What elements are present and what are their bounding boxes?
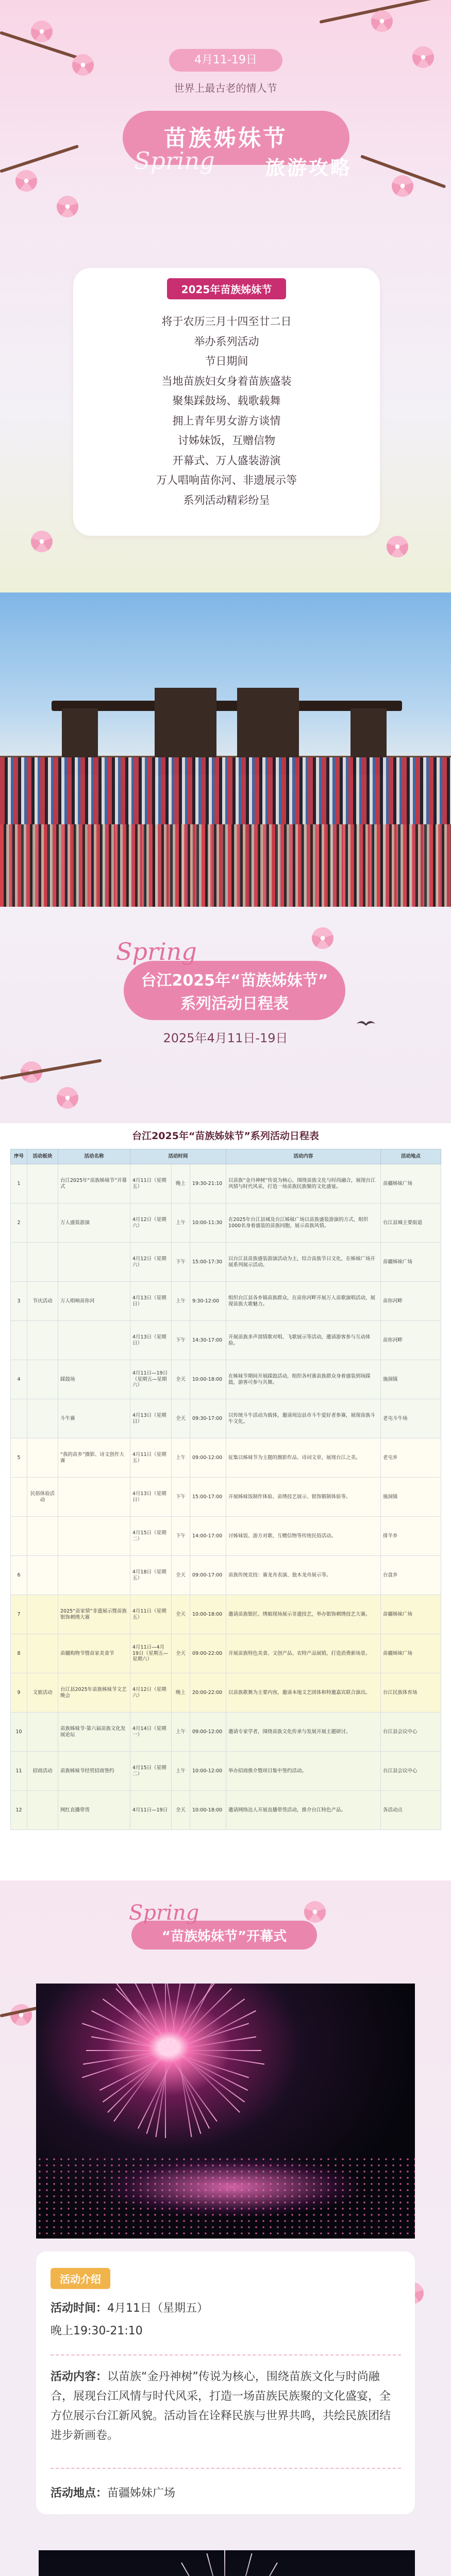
firework-ray: [227, 2553, 253, 2576]
row-date: 4月18日（星期五）: [130, 1556, 172, 1595]
blossom-branch: [0, 145, 79, 173]
row-name: 万人唱响苗你河: [58, 1282, 130, 1321]
time-row-2: 晚上19:30-21:10: [51, 2325, 143, 2337]
intro-line: 万人唱响苗你河、非遗展示等: [156, 474, 297, 486]
row-period: 全天: [172, 1634, 190, 1673]
row-place: 苗你河畔: [381, 1321, 441, 1360]
time-row: [51, 2298, 401, 2319]
row-content: 邀请网络达人开展直播带货活动，推介台江特色产品。: [226, 1791, 381, 1830]
row-time: 19:30-21:10: [190, 1164, 226, 1204]
row-date: 4月13日（星期日）: [130, 1399, 172, 1438]
row-name: 斗牛赛: [58, 1399, 130, 1438]
spring-script: Spring: [116, 938, 197, 965]
row-time: 09:00-17:00: [190, 1556, 226, 1595]
cherry-blossom-icon: [412, 46, 434, 68]
col-header: 活动板块: [27, 1149, 58, 1164]
col-header: 活动名称: [58, 1149, 130, 1164]
crowd-lights: [36, 2156, 415, 2239]
row-date: 4月11日（星期五）: [130, 1595, 172, 1634]
row-name: 台江县2025年苗族姊妹节文艺晚会: [58, 1673, 130, 1713]
table-title: 台江2025年“苗族姊妹节”系列活动日程表: [132, 1130, 319, 1142]
venue-label: 活动地点：: [51, 2487, 108, 2500]
cherry-blossom-icon: [312, 927, 333, 949]
cherry-blossom-icon: [57, 196, 78, 217]
firework-ray: [224, 2550, 225, 2576]
row-name: 万人盛装游演: [58, 1204, 130, 1243]
row-time: 10:00-18:00: [190, 1595, 226, 1634]
intro-line: 讨姊妹饭，互赠信物: [178, 434, 275, 447]
row-date: 4月15日（星期二）: [130, 1517, 172, 1556]
guide-title: 旅游攻略: [265, 157, 353, 179]
hero-subtitle: 世界上最古老的情人节: [174, 82, 277, 94]
row-sector: 节庆活动: [27, 1282, 58, 1321]
cherry-blossom-icon: [304, 1901, 326, 1923]
row-period: 全天: [172, 1360, 190, 1399]
row-period: 全天: [172, 1595, 190, 1634]
row-date: 4月13日（星期日）: [130, 1282, 172, 1321]
row-date: 4月11日—4月19日（星期五—星期六）: [130, 1634, 172, 1673]
row-place: 台江县会议中心: [381, 1752, 441, 1791]
row-sector: [27, 1164, 58, 1204]
row-sector: [27, 1791, 58, 1830]
firework-ray: [165, 2050, 166, 2138]
content-block: [51, 2367, 401, 2446]
table-row: [11, 1517, 441, 1556]
table-row: [11, 1243, 441, 1282]
row-no: 7: [11, 1595, 27, 1634]
firework-ray: [155, 2050, 170, 2137]
row-place: 老屯乡: [381, 1438, 441, 1478]
row-time: 9:30-12:00: [190, 1282, 226, 1321]
row-content: 开展姊妹饭制作体验、苗绣技艺展示、银饰锻制体验等。: [226, 1478, 381, 1517]
row-period: 上午: [172, 1204, 190, 1243]
row-place: 苗疆姊妹广场: [381, 1164, 441, 1204]
row-period: 晚上: [172, 1164, 190, 1204]
schedule-date: 2025年4月11日-19日: [163, 1031, 288, 1045]
firework-ray: [230, 2563, 278, 2576]
row-place: 台江县城主要街道: [381, 1204, 441, 1243]
content-label: 活动内容：: [51, 2370, 108, 2383]
palace-roof: [52, 701, 402, 711]
row-content: 在2025年台江县城及台江姊妹广场以苗族盛装游演的方式，组织1000名身着盛装的苗族同胞，展示苗族风情。: [226, 1204, 381, 1243]
opening-info-card: [36, 2251, 415, 2514]
row-no: 10: [11, 1713, 27, 1752]
spring-script: Spring: [129, 1901, 199, 1925]
row-date: 4月15日（星期二）: [130, 1752, 172, 1791]
row-date: 4月11日—19日: [130, 1791, 172, 1830]
cherry-blossom-icon: [387, 536, 408, 557]
row-date: 4月12日（星期六）: [130, 1204, 172, 1243]
row-no: 9: [11, 1673, 27, 1713]
table-row: [11, 1556, 441, 1595]
intro-card: [73, 268, 380, 536]
row-date: 4月11日—19日（星期五—星期六）: [130, 1360, 172, 1399]
row-period: 下午: [172, 1517, 190, 1556]
col-header: 序号: [11, 1149, 27, 1164]
row-sector: [27, 1556, 58, 1595]
row-time: 09:00-12:00: [190, 1713, 226, 1752]
row-no: [11, 1478, 27, 1517]
row-date: 4月12日（星期六）: [130, 1673, 172, 1713]
row-sector: [27, 1713, 58, 1752]
row-period: 全天: [172, 1556, 190, 1595]
intro-line: 节日期间: [205, 355, 248, 367]
stage-photo: [39, 2550, 415, 2576]
col-header: 活动地点: [381, 1149, 441, 1164]
row-name: [58, 1556, 130, 1595]
row-name: [58, 1321, 130, 1360]
divider: [51, 2468, 401, 2469]
date-badge: 4月11-19日: [169, 49, 282, 72]
blossom-branch: [0, 1059, 102, 1080]
firework-ray: [146, 2050, 174, 2134]
row-content: 开展苗族特色美食、文创产品、农特产品展销，打造消费新场景。: [226, 1634, 381, 1673]
table-row: [11, 1713, 441, 1752]
row-sector: [27, 1399, 58, 1438]
cherry-blossom-icon: [31, 531, 53, 552]
time-value: 4月11日（星期五）: [107, 2302, 209, 2315]
table-row: [11, 1752, 441, 1791]
row-no: [11, 1321, 27, 1360]
row-place: 台江民族体育场: [381, 1673, 441, 1713]
row-period: 上午: [172, 1752, 190, 1791]
row-no: 4: [11, 1360, 27, 1399]
table-row: [11, 1321, 441, 1360]
row-place: 苗疆姊妹广场: [381, 1243, 441, 1282]
row-sector: 招商活动: [27, 1752, 58, 1791]
table-header-row: [11, 1149, 441, 1164]
row-time: 09:00-22:00: [190, 1634, 226, 1673]
row-sector: [27, 1634, 58, 1673]
row-period: 全天: [172, 1791, 190, 1830]
row-period: 全天: [172, 1399, 190, 1438]
cherry-blossom-icon: [10, 2004, 32, 2026]
info-tag: 活动介绍: [51, 2268, 110, 2289]
row-content: 组织台江县各乡镇苗族群众，在苗你河畔开展万人苗歌演唱活动，展现苗族大歌魅力。: [226, 1282, 381, 1321]
time-label: 活动时间：: [51, 2302, 108, 2315]
row-date: 4月13日（星期日）: [130, 1321, 172, 1360]
row-sector: [27, 1360, 58, 1399]
row-name: “我的苗乡”摄影、诗文创作大赛: [58, 1438, 130, 1478]
fireworks-photo: [36, 1984, 415, 2239]
row-no: 5: [11, 1438, 27, 1478]
row-date: 4月13日（星期日）: [130, 1478, 172, 1517]
row-content: 在姊妹节期间开展踩鼓活动，组织各村寨苗族群众身着盛装到场踩鼓，游客可参与共舞。: [226, 1360, 381, 1399]
divider: [51, 2354, 401, 2355]
schedule-title: 台江2025年“苗族姊妹节”: [141, 972, 328, 990]
row-place: 苗疆姊妹广场: [381, 1595, 441, 1634]
row-date: 4月11日（星期五）: [130, 1164, 172, 1204]
row-place: 施洞镇: [381, 1360, 441, 1399]
row-no: 8: [11, 1634, 27, 1673]
hero-title: 苗族姊妹节: [164, 125, 288, 151]
table-row: [11, 1595, 441, 1634]
row-no: 3: [11, 1282, 27, 1321]
row-content: 邀请专家学者，围绕苗族文化传承与发展开展主题研讨。: [226, 1713, 381, 1752]
row-content: 开展苗族多声部情歌对唱、飞歌展示等活动，邀请游客参与互动体验。: [226, 1321, 381, 1360]
row-place: 老屯斗牛场: [381, 1399, 441, 1438]
firework-ray: [165, 1984, 166, 2050]
row-time: 10:00-18:00: [190, 1360, 226, 1399]
venue-value: 苗疆姊妹广场: [107, 2487, 176, 2500]
row-no: 11: [11, 1752, 27, 1791]
row-no: [11, 1243, 27, 1282]
intro-line: 系列活动精彩纷呈: [183, 494, 270, 506]
row-no: 12: [11, 1791, 27, 1830]
table-row: [11, 1360, 441, 1399]
row-period: 下午: [172, 1478, 190, 1517]
intro-line: 开幕式、万人盛装游演: [172, 454, 281, 467]
schedule-header: [0, 907, 451, 1123]
row-date: 4月11日（星期五）: [130, 1438, 172, 1478]
row-sector: [27, 1243, 58, 1282]
row-sector: [27, 1438, 58, 1478]
row-period: 下午: [172, 1321, 190, 1360]
row-time: 09:30-17:00: [190, 1399, 226, 1438]
cherry-blossom-icon: [57, 1087, 78, 1109]
table-row: [11, 1438, 441, 1478]
table-row: [11, 1478, 441, 1517]
intro-card-header: [73, 278, 380, 299]
venue-row: [51, 2484, 175, 2500]
row-sector: 民俗体验活动: [27, 1478, 58, 1517]
row-content: 以苗族“金丹神树”传说为核心，围绕苗族文化与时尚融合，展现台江风情与时代风采，打造一场苗族民族聚的文化盛宴。: [226, 1164, 381, 1204]
row-place: 台江县会议中心: [381, 1713, 441, 1752]
schedule-table-section: [0, 1123, 451, 1880]
row-content: 邀请苗族银匠、绣娘现场展示非遗技艺，举办银饰刺绣技艺大赛。: [226, 1595, 381, 1634]
row-time: 14:00-17:00: [190, 1517, 226, 1556]
row-sector: [27, 1595, 58, 1634]
hero-section: [0, 0, 451, 592]
firework-ray: [103, 1998, 174, 2051]
cherry-blossom-icon: [31, 21, 53, 42]
row-name: 网红直播带货: [58, 1791, 130, 1830]
intro-line: 举办系列活动: [194, 335, 259, 348]
row-name: [58, 1517, 130, 1556]
intro-card-body: [73, 312, 380, 510]
row-content: 以传统斗牛活动为载体，邀请周边县市斗牛爱好者参赛，展现苗族斗牛文化。: [226, 1399, 381, 1438]
spring-script: Spring: [134, 147, 215, 175]
row-sector: 文旅活动: [27, 1673, 58, 1713]
row-period: 晚上: [172, 1673, 190, 1713]
row-name: 苗疆购物节暨苗家美食节: [58, 1634, 130, 1673]
schedule-subtitle: 系列活动日程表: [180, 995, 289, 1013]
intro-card-title: 2025年苗族姊妹节: [167, 278, 287, 299]
schedule-table: [10, 1149, 441, 1830]
row-name: 苗族姊妹节·第六届苗族文化发展论坛: [58, 1713, 130, 1752]
row-time: 15:00-17:00: [190, 1478, 226, 1517]
intro-line: 聚集踩鼓场、载歌载舞: [172, 395, 281, 407]
row-name: 苗族姊妹节经贸招商签约: [58, 1752, 130, 1791]
row-time: 14:30-17:00: [190, 1321, 226, 1360]
plaza-photo: [0, 592, 451, 907]
row-place: 各活动点: [381, 1791, 441, 1830]
table-row: [11, 1399, 441, 1438]
row-place: 台盘乡: [381, 1556, 441, 1595]
row-no: 1: [11, 1164, 27, 1204]
intro-line: 将于农历三月十四至廿二日: [161, 315, 292, 328]
intro-line: 拥上青年男女游方谈情: [172, 414, 281, 427]
row-period: 上午: [172, 1282, 190, 1321]
row-time: 10:00-12:00: [190, 1752, 226, 1791]
row-sector: [27, 1321, 58, 1360]
col-header: 活动时间: [130, 1149, 226, 1164]
firework-ray: [206, 2553, 231, 2576]
table-row: [11, 1282, 441, 1321]
row-period: 上午: [172, 1713, 190, 1752]
row-time: 20:00-22:00: [190, 1673, 226, 1713]
cherry-blossom-icon: [392, 175, 413, 197]
table-row: [11, 1673, 441, 1713]
row-content: 举办招商推介暨项目集中签约活动。: [226, 1752, 381, 1791]
row-name: [58, 1478, 130, 1517]
swallow-icon: [356, 1018, 376, 1030]
table-row: [11, 1164, 441, 1204]
cherry-blossom-icon: [72, 54, 94, 76]
firework-ray: [181, 2563, 228, 2576]
row-no: 2: [11, 1204, 27, 1243]
row-content: 以苗族歌舞为主要内容，邀请本地文艺团体和特邀嘉宾联合演出。: [226, 1673, 381, 1713]
row-no: [11, 1399, 27, 1438]
col-header: 活动内容: [226, 1149, 381, 1164]
firework-ray: [174, 2050, 261, 2051]
cherry-blossom-icon: [371, 10, 393, 32]
content-text: 以苗族“金丹神树”传说为核心，围绕苗族文化与时尚融合，展现台江风情与时代风采，打造一场苗族民族聚的文化盛宴，全方位展示台江新风貌。活动旨在诠释民族与世界共鸣，共绘民族团结进步新画卷。: [51, 2370, 391, 2442]
table-row: [11, 1204, 441, 1243]
row-time: 10:00-11:30: [190, 1204, 226, 1243]
intro-line: 当地苗族妇女身着苗族盛装: [161, 375, 292, 387]
opening-title: “苗族姊妹节”开幕式: [161, 1929, 287, 1944]
row-place: 苗你河畔: [381, 1282, 441, 1321]
row-name: 2025“苗家情”非遗展示暨苗族银饰刺绣大赛: [58, 1595, 130, 1634]
row-no: 6: [11, 1556, 27, 1595]
opening-section: [0, 1880, 451, 2576]
firework-ray: [86, 2050, 174, 2051]
row-time: 10:00-18:00: [190, 1791, 226, 1830]
row-period: 下午: [172, 1243, 190, 1282]
row-content: 苗族传统竞技：赛龙舟表演、独木龙舟展示等。: [226, 1556, 381, 1595]
row-place: 苗疆姊妹广场: [381, 1634, 441, 1673]
row-name: [58, 1243, 130, 1282]
row-content: 讨姊妹饭、游方对歌、互赠信物等传统民俗活动。: [226, 1517, 381, 1556]
row-name: 踩鼓场: [58, 1360, 130, 1399]
firework-ray: [173, 2050, 201, 2134]
row-no: [11, 1517, 27, 1556]
row-content: 征集以姊妹节为主题的摄影作品、诗词文章，展现台江之美。: [226, 1438, 381, 1478]
row-name: 台江2025年“苗族姊妹节”开幕式: [58, 1164, 130, 1204]
crowd-front: [0, 824, 451, 907]
row-time: 15:00-17:30: [190, 1243, 226, 1282]
row-date: 4月14日（星期一）: [130, 1713, 172, 1752]
table-row: [11, 1791, 441, 1830]
cherry-blossom-icon: [15, 170, 37, 192]
row-content: 以台江县苗族盛装游演活动为主，结合苗族节日文化，在姊妹广场开展系列展示活动。: [226, 1243, 381, 1282]
row-sector: [27, 1517, 58, 1556]
table-row: [11, 1634, 441, 1673]
row-place: 排羊乡: [381, 1517, 441, 1556]
row-period: 上午: [172, 1438, 190, 1478]
row-sector: [27, 1204, 58, 1243]
row-date: 4月12日（星期六）: [130, 1243, 172, 1282]
row-place: 施洞镇: [381, 1478, 441, 1517]
row-time: 09:00-12:00: [190, 1438, 226, 1478]
